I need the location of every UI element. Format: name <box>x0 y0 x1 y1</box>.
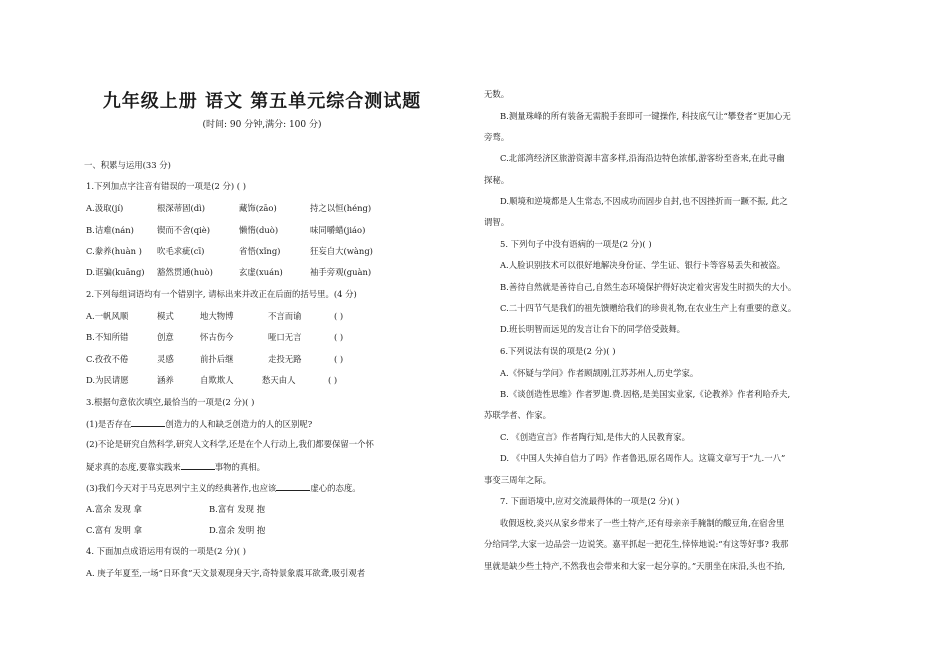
text-line: 旁骛。 <box>484 132 510 142</box>
text-line: C.北部湾经济区旅游资源丰富多样,沿海沿边特色浓郁,游客纷至沓来,在此寻幽 <box>500 153 785 163</box>
question-5: 5. 下列句子中没有语病的一项是(2 分)( ) <box>500 239 652 249</box>
text-line: C.二十四节气是我们的祖先馈赠给我们的珍贵礼物,在农业生产上有重要的意义。 <box>500 303 797 313</box>
q4-option-a: A. 庚子年夏至,一场“日环食”天文景观现身天宇,奇特景象震耳欲聋,吸引观者 <box>86 568 366 578</box>
text-line: A.人脸识别技术可以很好地解决身份证、学生证、银行卡等容易丢失和被盗。 <box>500 260 786 270</box>
question-2: 2.下列每组词语均有一个错别字, 请标出来并改正在后面的括号里。(4 分) <box>86 289 357 299</box>
text-line: D.班长明智而远见的发言让台下的同学倍受鼓舞。 <box>500 324 685 334</box>
question-1: 1.下列加点字注音有错误的一项是(2 分) ( ) <box>86 181 246 191</box>
question-4: 4. 下面加点成语运用有误的一项是(2 分)( ) <box>86 546 246 556</box>
text-line: D. 《中国人失掉自信力了吗》作者鲁迅,原名周作人。这篇文章写于“九.一八” <box>500 453 786 463</box>
text-line: 探秘。 <box>484 175 510 185</box>
text-line: 谓智。 <box>484 217 510 227</box>
text-line: B.《谈创造性思维》作者罗迦.费.因格,是美国实业家,《论教养》作者利哈乔夫, <box>500 389 791 399</box>
text-line: A.《怀疑与学问》作者顾颉刚,江苏苏州人,历史学家。 <box>500 368 699 378</box>
text-line: D.顺境和逆境都是人生常态,不因成功而固步自封,也不因挫折而一蹶不振, 此之 <box>500 196 788 206</box>
section-heading: 一、积累与运用(33 分) <box>84 160 171 170</box>
q3-sentence-3: (3)我们今天对于马克思列宁主义的经典著作,也应该 虚心的态度。 <box>86 483 361 493</box>
question-3: 3.根据句意依次填空,最恰当的一项是(2 分)( ) <box>86 397 255 407</box>
page-subtitle: (时间: 90 分钟,满分: 100 分) <box>202 120 322 130</box>
fill-blank <box>131 417 165 427</box>
text-line: 收假返校,炎兴从家乡带来了一些土特产,还有母亲亲手腌制的酸豆角,在宿舍里 <box>500 518 785 528</box>
q3-sentence-2: (2)不论是研究自然科学,研究人文科学,还是在个人行动上,我们都要保留一个怀 <box>86 439 374 449</box>
page-title: 九年级上册 语文 第五单元综合测试题 <box>102 91 422 112</box>
q3-sentence-1: (1)是否存在 创造力的人和缺乏创造力的人的区别呢? <box>86 419 313 429</box>
text-line: B.测量珠峰的所有装备无需脱手套即可一键操作, 科技底气让“攀登者”更加心无 <box>500 111 791 121</box>
text-line: B.善待自然就是善待自己,自然生态环境保护得好决定着灾害发生时损失的大小。 <box>500 282 797 292</box>
fill-blank <box>276 481 310 491</box>
q3-sentence-2-cont: 疑求真的态度,要靠实践来 事物的真相。 <box>86 462 266 472</box>
text-line: 里就是缺少些土特产,不然我也会带来和大家一起分享的。”天朋坐在床沿,头也不抬, <box>484 561 786 571</box>
text-line: 事变三周年之际。 <box>484 475 551 485</box>
text-line: C. 《创造宣言》作者陶行知,是伟大的人民教育家。 <box>500 432 690 442</box>
text-line: 苏联学者、作家。 <box>484 410 551 420</box>
question-6: 6.下列说法有误的项是(2 分)( ) <box>500 346 616 356</box>
text-line: 分给同学,大家一边品尝一边说笑。嘉平抓起一把花生,悻悻地说:“有这等好事? 我那 <box>484 539 789 549</box>
fill-blank <box>181 460 215 470</box>
question-7: 7. 下面语境中,应对交流最得体的一项是(2 分)( ) <box>500 496 680 506</box>
text-line: 无数。 <box>484 89 510 99</box>
